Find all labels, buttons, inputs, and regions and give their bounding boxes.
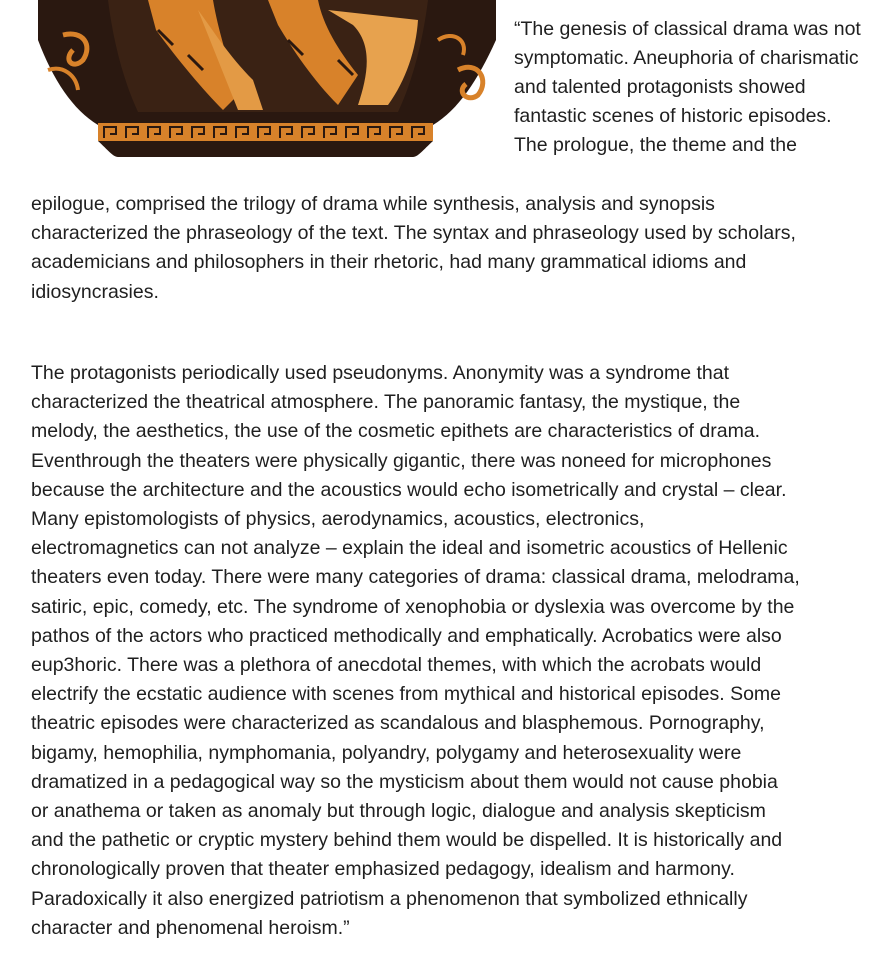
text-line: eup3horic. There was a plethora of anecdotal themes, with which the acrobats would xyxy=(31,654,762,677)
text-line: characterized the phraseology of the text. The syntax and phraseology used by scholars, xyxy=(31,222,796,245)
greek-vase-image xyxy=(38,0,496,157)
text-line: epilogue, comprised the trilogy of drama while synthesis, analysis and synopsis xyxy=(31,193,715,215)
text-line: or anathema or taken as anomaly but through logic, dialogue and analysis skepticism xyxy=(31,800,766,823)
text-line: Many epistomologists of physics, aerodynamics, acoustics, electronics, xyxy=(31,508,645,531)
text-line: Eventhrough the theaters were physically gigantic, there was noneed for microphones xyxy=(31,449,772,472)
text-line: Paradoxically it also energized patriotism a phenomenon that symbolized ethnically xyxy=(31,887,748,910)
intro-line: “The genesis of classical drama was xyxy=(514,18,829,40)
text-line: pathos of the actors who practiced methodically and emphatically. Acrobatics were also xyxy=(31,624,782,647)
text-line: characterized the theatrical atmosphere. The panoramic fantasy, the mystique, the xyxy=(31,391,741,414)
text-line: theatric episodes were characterized as scandalous and blasphemous. Pornography, xyxy=(31,712,765,735)
intro-line: not symptomatic. Aneuphoria of xyxy=(514,18,861,69)
text-line: academicians and philosophers in their rhetoric, had many grammatical idioms and xyxy=(31,251,747,274)
text-line: dramatized in a pedagogical way so the mysticism about them would not cause phobia xyxy=(31,770,778,793)
text-line: because the architecture and the acoustics would echo isometrically and crystal – clear. xyxy=(31,478,787,501)
intro-line: charismatic and talented xyxy=(514,47,859,98)
intro-line: scenes of historic episodes. The xyxy=(514,105,832,156)
text-line: and the pathetic or cryptic mystery behind them would be dispelled. It is historically and xyxy=(31,829,783,852)
text-line: idiosyncrasies. xyxy=(31,280,159,303)
text-line: The protagonists periodically used pseudonyms. Anonymity was a syndrome that xyxy=(31,362,730,384)
text-line: satiric, epic, comedy, etc. The syndrome of xenophobia or dyslexia was overcome by the xyxy=(31,595,795,618)
paragraph-2 xyxy=(31,359,861,943)
text-line: electromagnetics can not analyze – explain the ideal and isometric acoustics of Hellenic xyxy=(31,537,788,560)
intro-text xyxy=(514,15,864,160)
text-line: bigamy, hemophilia, nymphomania, polyandry, polygamy and heterosexuality were xyxy=(31,741,742,764)
text-line: character and phenomenal heroism.” xyxy=(31,916,350,939)
text-line: theaters even today. There were many categories of drama: classical drama, melodrama, xyxy=(31,566,800,589)
intro-line: protagonists showed fantastic xyxy=(514,76,806,127)
text-line: chronologically proven that theater emphasized pedagogy, idealism and harmony. xyxy=(31,858,735,881)
intro-line: prologue, the theme and the xyxy=(553,134,797,156)
paragraph-1 xyxy=(31,190,861,307)
text-line: electrify the ecstatic audience with scenes from mythical and historical episodes. Some xyxy=(31,683,782,706)
text-line: melody, the aesthetics, the use of the cosmetic epithets are characteristics of drama. xyxy=(31,420,761,443)
